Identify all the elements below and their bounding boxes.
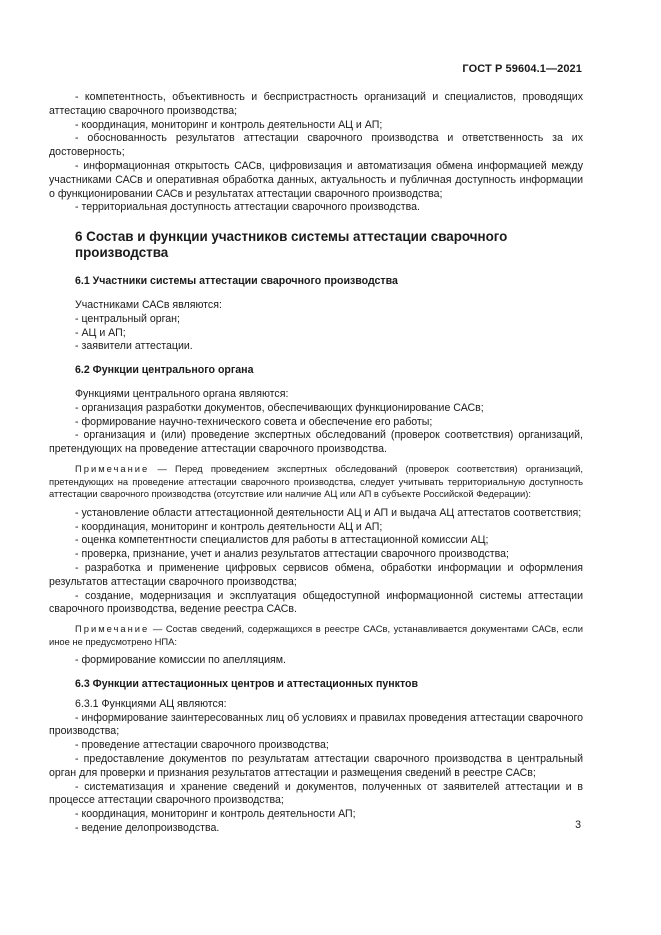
list-item: - проведение аттестации сварочного производства; [75,739,329,752]
list-item: - компетентность, объективность и беспристрастность организаций и специалистов, проводящих аттестацию сварочного производства; [49,91,583,117]
list-item: - формирование комиссии по апелляциям. [75,654,286,667]
note-2 [49,623,583,648]
section-6-heading: 6 Состав и функции участников системы аттестации сварочного производства [75,229,508,261]
section-6-2-heading: 6.2 Функции центрального органа [75,364,254,377]
list-item: - координация, мониторинг и контроль деятельности АЦ и АП; [75,520,383,533]
document-id-header: ГОСТ Р 59604.1—2021 [462,63,582,75]
list-item: - АЦ и АП; [75,326,126,339]
section-6-1-lead: Участниками САСв являются: [75,298,222,311]
list-item: - организация разработки документов, обеспечивающих функционирование САСв; [75,401,484,414]
list-item: - координация, мониторинг и контроль деятельности АЦ и АП; [75,118,383,131]
page-number: 3 [575,819,581,831]
list-item: - организация и (или) проведение экспертных обследований (проверок соответствия) организаций, претендующих на проведение аттестации сварочного производства. [49,429,583,456]
list-item: - центральный орган; [75,312,180,325]
list-item: - информационная открытость САСв, цифровизация и автоматизация обмена информацией между участниками САСв и оперативная обработка данных, актуальность и публичная доступность информации о функционировании САСв и результатах аттестации сварочного производства; [49,159,583,200]
list-item: - установление области аттестационной деятельности АЦ и АП и выдача АЦ аттестатов соответствия; [75,506,582,519]
document-body [49,91,583,836]
list-item: - ведение делопроизводства. [75,822,220,835]
list-item: - систематизация и хранение сведений и документов, полученных от заявителей аттестации и в процессе аттестации сварочного производства; [49,780,583,807]
list-item: - предоставление документов по результатам аттестации сварочного производства в центральный орган для проверки и признания результатов аттестации и размещения сведений в реестре САСв; [49,753,583,779]
list-item: - создание, модернизация и эксплуатация общедоступной информационной системы аттестации сварочного производства, ведение реестра САСв. [49,589,583,616]
list-item: - координация, мониторинг и контроль деятельности АП; [75,808,356,821]
note-text: — Перед проведением экспертных обследований (проверок соответствия) организаций, претендующих на проведение аттестации сварочного производства, следует учитывать территориальную доступность аттестации сварочного производства (отсутствие или наличие АЦ или АП в субъекте Российской Федерации): [49,462,583,500]
list-item: - обоснованность результатов аттестации сварочного производства и ответственность за их достоверность; [49,132,583,159]
list-item: - заявители аттестации. [75,340,193,353]
note-label: Примечание [75,623,150,635]
section-6-3-heading: 6.3 Функции аттестационных центров и аттестационных пунктов [75,678,418,691]
list-item: - территориальная доступность аттестации сварочного производства. [75,201,420,214]
list-item: - формирование научно-технического совета и обеспечение его работы; [75,415,433,428]
note-1 [49,463,583,501]
section-6-2-lead: Функциями центрального органа являются: [75,387,289,400]
list-item: - проверка, признание, учет и анализ результатов аттестации сварочного производства; [75,548,509,561]
list-item: - разработка и применение цифровых сервисов обмена, обработки информации и оформления результатов аттестации сварочного производства; [49,561,583,588]
list-item: - информирование заинтересованных лиц об условиях и правилах проведения аттестации сварочного производства; [49,711,583,738]
section-6-1-heading: 6.1 Участники системы аттестации сварочного производства [75,275,398,288]
section-6-3-1-lead: 6.3.1 Функциями АЦ являются: [75,697,227,710]
note-label: Примечание [75,462,150,474]
note-text: — Состав сведений, содержащихся в реестре САСв, устанавливается документами САСв, если иное не предусмотрено НПА: [49,623,583,647]
list-item: - оценка компетентности специалистов для работы в аттестационной комиссии АЦ; [75,534,489,547]
